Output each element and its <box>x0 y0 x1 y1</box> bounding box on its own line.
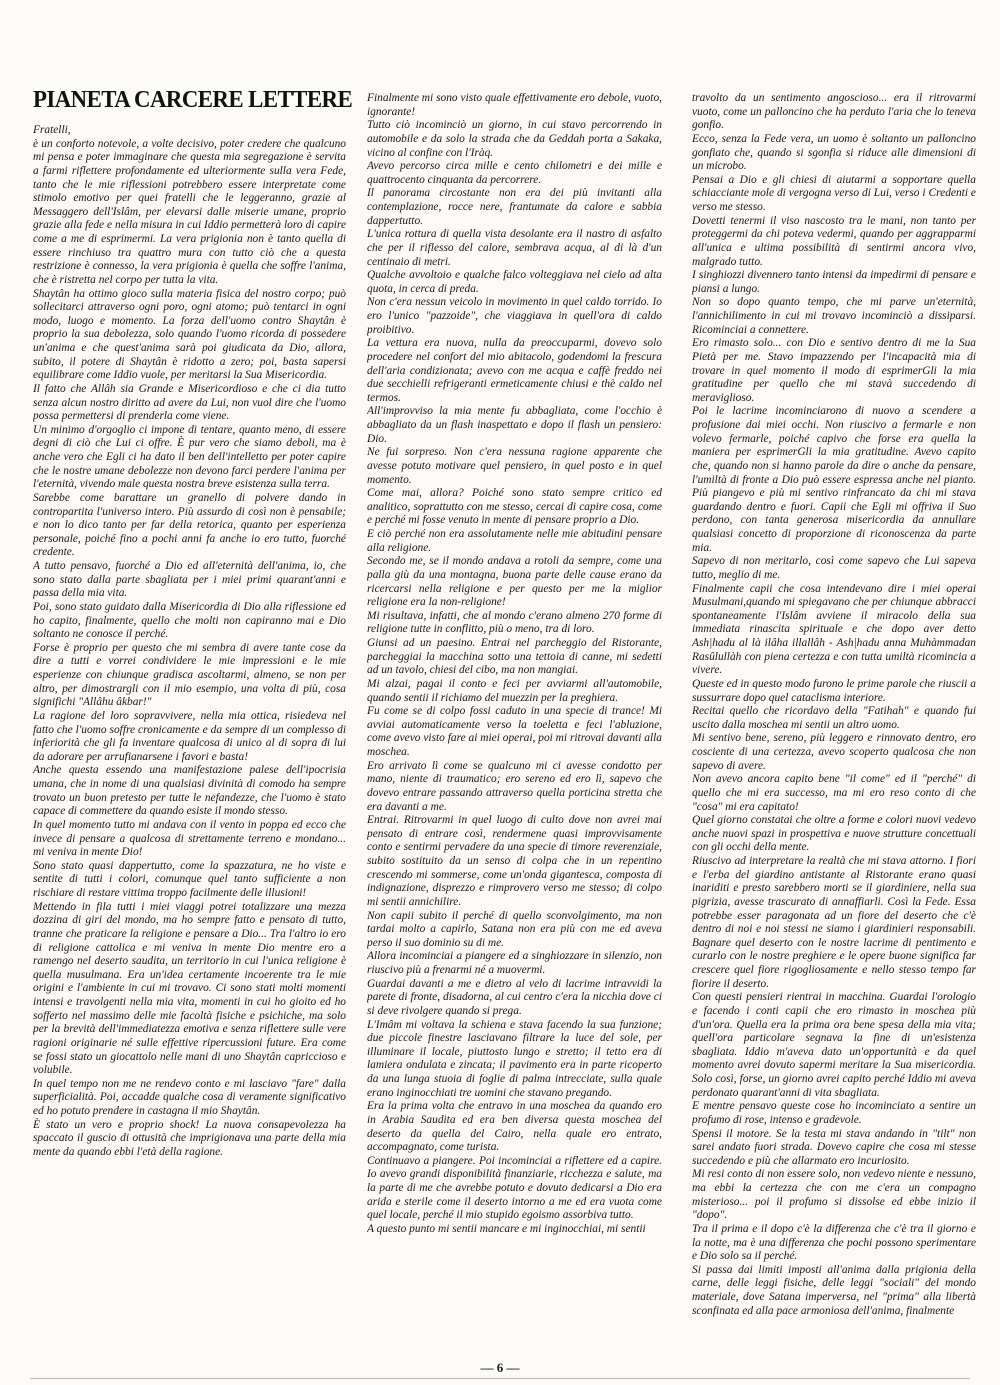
paragraph: Poi, sono stato guidato dalla Misericordia di Dio alla riflessione ed ho capito, finalmente, quello che molti non capiranno mai e Dio soltanto ne conosce il perché. <box>33 600 346 641</box>
paragraph: Tutto ciò incominciò un giorno, in cui stavo percorrendo in automobile e da solo la strada che da Geddah porta a Sakaka, vicino al confine con l'Iràq. <box>367 119 662 159</box>
paragraph: Finalmente capii che cosa intendevano dire i miei operai Musulmani,quando mi spiegavano che per chiunque abbracci spontaneamente l'Islâm avviene il miracolo della sua immediata rinascita spirituale e che dopo aver detto Ash|hadu al là ilâha illallâh - Ash|hadu anna Muhàmmadan Rasûlullàh con piena certezza e con tutta umiltà ricomincia a vivere. <box>692 582 976 677</box>
paragraph: Il panorama circostante non era dei più invitanti alla contemplazione, rocce nere, frantumate da calore e sabbia dappertutto. <box>367 187 662 227</box>
paragraph: Pensai a Dio e gli chiesi di aiutarmi a sopportare quella schiacciante mole di vergogna verso di Lui, verso i Credenti e verso me stesso. <box>692 173 976 213</box>
paragraph: Continuavo a piangere. Poi incominciai a riflettere ed a capire. Io avevo grandi disponibilità finanziarie, ricchezza e salute, ma la parte di me che avrebbe potuto e dovuto dedicarsi a Dio era arida e sterile come il deserto intorno a me ed era vuota come quel locale, perché il mio stupido egoismo assorbiva tutto. <box>367 1154 662 1222</box>
paragraph: Entrai. Ritrovarmi in quel luogo di culto dove non avrei mai pensato di entrare così, rendermene quasi improvvisamente conto e sentirmi pervadere da una specie di timore reverenziale, subito sostituito da un senso di colpa che in un repentino crescendo mi sommerse, come un'onda gigantesca, composta di indignazione, disprezzo e rimprovero verso me stesso; di colpo mi sentii annichilire. <box>367 814 662 908</box>
paragraph: Shaytân ha ottimo gioco sulla materia fisica del nostro corpo; può sollecitarci attraverso ogni poro, ogni atomo; può tentarci in ogni modo, luogo e momento. La forza dell'uomo contro Shaytân è proprio la sua debolezza, solo quando l'uomo ricorda di possedere un'anima e che quest'anima sarà poi giudicata da Dio, allora, subito, il potere di Shaytân è ridotto a zero; poi, basta sapersi equilibrare come Iddio vuole, per meritarsi la Sua Misericordia. <box>33 287 346 382</box>
paragraph: Avevo percorso circa mille e cento chilometri e dei mille e quattrocento cinquanta da percorrere. <box>367 160 662 186</box>
paragraph: Era la prima volta che entravo in una moschea da quando ero in Arabia Saudita ed era ben diversa questa moschea del deserto da quella del Cairo, nella quale ero entrato, accompagnato, come turista. <box>367 1100 662 1154</box>
paragraph: Mi resi conto di non essere solo, non vedevo niente e nessuno, ma ebbi la certezza che con me c'era un compagno misterioso... poi il profumo si dissolse ed ebbe inizio il "dopo". <box>692 1168 976 1222</box>
paragraph: Un minimo d'orgoglio ci impone di tentare, quanto meno, di essere degni di ciò che Lui ci offre. È pur vero che siamo deboli, ma è anche vero che Egli ci ha dato il ben dell'intelletto per poter capire che le nostre umane debolezze non devono farci perdere l'anima per l'eternità, vivendo male questa nostra breve esistenza sulla terra. <box>33 423 346 491</box>
paragraph: Sarebbe come barattare un granello di polvere dando in contropartita l'universo intero. Più assurdo di così non è pensabile; e non lo dico tanto per far della retorica, quanto per esperienza personale, poiché fino a pochi anni fa anche io ero tutto, fuorché credente. <box>33 491 346 559</box>
paragraph: In quel tempo non me ne rendevo conto e mi lasciavo "fare" dalla superficialità. Poi, accadde qualche cosa di veramente significativo ed ho potuto prendere in castagna il mio Shaytân. <box>33 1077 346 1117</box>
paragraph: All'improvviso la mia mente fu abbagliata, come l'occhio è abbagliato da un flash inaspettato e dopo il flash un pensiero: Dio. <box>367 405 662 445</box>
paragraph: Sono stato quasi dappertutto, come la spazzatura, ne ho viste e sentite di tutti i colori, comunque quel tanto sufficiente a non rischiare di restare vittima troppo facilmente delle illusioni! <box>33 859 346 899</box>
paragraph: Recitai quello che ricordavo della "Fatihah" e quando fui uscito dalla moschea mi sentii un altro uomo. <box>692 705 976 731</box>
paragraph: E ciò perché non era assolutamente nelle mie abitudini pensare alla religione. <box>367 528 662 554</box>
paragraph: Tra il prima e il dopo c'è la differenza che c'è tra il giorno e la notte, ma è una differenza che pochi possono sperimentare e Dio solo sa il perché. <box>692 1222 976 1263</box>
paragraph: Guardai davanti a me e dietro al velo di lacrime intravvidi la parete di fronte, disadorna, al cui centro c'era la nicchia dove ci si deve rivolgere quando si prega. <box>367 977 662 1017</box>
paragraph: Il fatto che Allâh sia Grande e Misericordioso e che ci dia tutto senza alcun nostro diritto ad avere da Lui, non vuol dire che l'uomo possa permettersi di prenderla come viene. <box>33 382 346 423</box>
paragraph: Sapevo di non meritarlo, così come sapevo che Lui sapeva tutto, meglio di me. <box>692 555 976 581</box>
paragraph: E mentre pensavo queste cose ho incominciato a sentire un profumo di rose, intenso e gradevole. <box>692 1100 976 1126</box>
paragraph: Non c'era nessun veicolo in movimento in quel caldo torrido. Io ero l'unico "pazzoide", che viaggiava in quell'ora di caldo proibitivo. <box>367 296 662 336</box>
paragraph: Ne fui sorpreso. Non c'era nessuna ragione apparente che avesse potuto motivare quel pensiero, in quel posto e in quel momento. <box>367 446 662 486</box>
paragraph: Fu come se di colpo fossi caduto in una specie di trance! Mi avviai automaticamente verso la toeletta e feci l'abluzione, come avevo visto fare ai miei operai, poi mi ritrovai davanti alla moschea. <box>367 705 662 758</box>
paragraph: Non capii subito il perché di quello sconvolgimento, ma non tardai molto a capirlo, Satana non era più con me ed aveva perso il suo dominio su di me. <box>367 909 662 949</box>
paragraph: L'unica rottura di quella vista desolante era il nastro di asfalto che per il riflesso del calore, sembrava acqua, al di là d'un centinaio di metri. <box>367 228 662 268</box>
paragraph: Mi risultava, infatti, che al mondo c'erano almeno 270 forme di religione tutte in conflitto, più o meno, tra di loro. <box>367 609 662 636</box>
paragraph: Allora incominciai a piangere ed a singhiozzare in silenzio, non riuscivo più a frenarmi né a muovermi. <box>367 950 662 976</box>
paragraph: I singhiozzi divennero tanto intensi da impedirmi di pensare e piansi a lungo. <box>692 269 976 295</box>
paragraph: Come mai, allora? Poiché sono stato sempre critico ed analitico, soprattutto con me stesso, cercai di capire cosa, come e perché mi fosse venuto in mente di pensare proprio a Dio. <box>367 487 662 527</box>
paragraph: Non avevo ancora capito bene "il come" ed il "perché" di quello che mi era successo, ma mi ero reso conto di che "cosa" mi era capitato! <box>692 773 976 813</box>
article-title: PIANETA CARCERE LETTERE <box>33 86 353 113</box>
page-number: — 6 — <box>480 1360 520 1375</box>
paragraph: Riuscivo ad interpretare la realtà che mi stava attorno. I fiori e l'erba del giardino antistante al Ristorante erano quasi inariditi e presto sarebbero morti se il giardiniere, nella sua pigrizia, avesse trascurato di annaffiarli. Così la Fede. Essa potrebbe esser paragonata ad un fiore del deserto che c'è dentro di noi e noi stessi ne siamo i giardinieri responsabili. Bagnare quel deserto con le nostre lacrime di pentimento e curarlo con le nostre preghiere e le opere buone significa far crescere quel fiore rigogliosamente e nello stesso tempo far fiorire il deserto. <box>692 855 976 990</box>
paragraph: Ero arrivato lì come se qualcuno mi ci avesse condotto per mano, niente di traumatico; ero sereno ed ero lì, sapevo che dovevo entrare passando attraverso quella porticina stretta che era davanti a me. <box>367 759 662 813</box>
paragraph: Spensi il motore. Se la testa mi stava andando in "tilt" non sarei andato fuori strada. Dovevo capire che cosa mi stesse succedendo e più che allarmato ero incuriosito. <box>692 1127 976 1167</box>
paragraph: Ecco, senza la Fede vera, un uomo è soltanto un palloncino gonfiato che, quando si sgonfia si riduce alle dimensioni di un microbo. <box>692 132 976 173</box>
text-column-2 <box>367 92 662 1362</box>
bottom-rule <box>30 1378 970 1379</box>
paragraph: Poi le lacrime incominciarono di nuovo a scendere a profusione dai miei occhi. Non riuscivo a fermarle e non volevo fermarle, poiché capivo che forse era quella la maniera per esprimerGli la mia gratitudine. Avevo capito che, quando non si hanno parole da dire o anche da pensare, l'umiltà di fronte a Dio può essere espressa anche nel pianto. Più piangevo e più mi sentivo rinfrancato da chi mi stava guardando dentro e fuori. Capii che Egli mi offriva il Suo perdono, con tanta generosa misericordia da annullare qualsiasi concetto di proporzione di riconoscenza da parte mia. <box>692 405 976 554</box>
paragraph: Mi alzai, pagai il conto e feci per avviarmi all'automobile, quando sentii il richiamo del muezzin per la preghiera. <box>367 677 662 704</box>
paragraph: travolto da un sentimento angoscioso... era il ritrovarmi vuoto, come un palloncino che ha perduto l'aria che lo teneva gonfio. <box>692 92 976 132</box>
paragraph: Forse è proprio per questo che mi sembra di avere tante cose da dire a tutti e vorrei condividere le mie impressioni e le mie esperienze con chiunque gradisca ascoltarmi, almeno, se non per altro, per dimostrargli con il mio esempio, una volta di più, cosa significhi "Allâhu âkbar!" <box>33 641 346 709</box>
text-column-1 <box>33 124 346 1342</box>
paragraph: Finalmente mi sono visto quale effettivamente ero debole, vuoto, ignorante! <box>367 92 662 118</box>
paragraph: Dovetti tenermi il viso nascosto tra le mani, non tanto per proteggermi da chi poteva vedermi, quando per aggrapparmi all'unica e ultima possibilità di sentirmi ancora vivo, malgrado tutto. <box>692 214 976 268</box>
paragraph: L'Imâm mi voltava la schiena e stava facendo la sua funzione; due piccole finestre lasciavano filtrare la luce del sole, per illuminare il locale, piuttosto lungo e stretto; il tetto era di lamiera ondulata e zincata; il pavimento era in parte ricoperto da una lunga stuoia di foglie di palma intrecciate, sulla quale erano inginocchiati tre uomini che stavano pregando. <box>367 1018 662 1099</box>
paragraph: È stato un vero e proprio shock! La nuova consapevolezza ha spaccato il guscio di ottusità che imprigionava una parte della mia mente da quando ebbi l'età della ragione. <box>33 1118 346 1158</box>
paragraph: Queste ed in questo modo furono le prime parole che riuscii a sussurrare dopo quel cataclisma interiore. <box>692 677 976 704</box>
paragraph: Si passa dai limiti imposti all'anima dalla prigionia della carne, delle leggi fisiche, delle leggi "sociali" del mondo materiale, dove Satana imperversa, nel "prima" alla libertà sconfinata ed alla pace armoniosa dell'anima, finalmente <box>692 1263 976 1317</box>
paragraph: Con questi pensieri rientrai in macchina. Guardai l'orologio e facendo i conti capii che ero rimasto in moschea più d'un'ora. Quella era la prima ora bene spesa della mia vita; quell'ora particolare segnava la fine di un'esistenza sbagliata. Iddio m'aveva dato un'opportunità e da quel momento avrei dovuto sapermi meritare la Sua misericordia. Solo così, forse, un giorno avrei capito perché Iddio mi aveva perdonato quarant'anni di vita sbagliata. <box>692 991 976 1099</box>
paragraph: Anche questa essendo una manifestazione palese dell'ipocrisia umana, che in nome di una qualsiasi divinità di comodo ha sempre trovato un buon pretesto per tutte le nefandezze, che l'uomo è stato capace di commettere da quando esiste il mondo stesso. <box>33 764 346 818</box>
paragraph: La ragione del loro sopravvivere, nella mia ottica, risiedeva nel fatto che l'uomo soffre cronicamente e da sempre di un complesso di inferiorità che gli fa inventare qualcosa di unico al di sopra di lui da adorare per arrufianarsene i favori e basta! <box>33 709 346 763</box>
paragraph: Quel giorno constatai che oltre a forme e colori nuovi vedevo anche nuovi spazi in prospettiva e nuove strutture concettuali con gli occhi della mente. <box>692 814 976 854</box>
paragraph: Mettendo in fila tutti i miei viaggi potrei totalizzare una mezza dozzina di giri del mondo, ma ho sempre fatto e pensato di tutto, tranne che praticare la religione e pensare a Dio... Tra l'altro io ero di religione cattolica e mi veniva in mente Dio mentre ero a ramengo nel deserto saudita, un territorio in cui l'unica religione è quella musulmana. Era un'idea certamente incoerente tra le mie origini e l'ambiente in cui mi trovavo. Ci sono stati molti momenti intensi e travolgenti nella mia vita, momenti in cui ho gioito ed ho sofferto nel massimo delle mie facoltà fisiche e psichiche, ma solo per la brevità dell'immediatezza emotiva e senza riflettere sulle vere ragioni originarie né sulle effettive ripercussioni future. Era come se fossi stato un giocattolo nelle mani di uno Shaytân capriccioso e volubile. <box>33 900 346 1077</box>
paragraph: Fratelli, <box>33 124 71 136</box>
paragraph: Secondo me, se il mondo andava a rotoli da sempre, come una palla giù da una montagna, buona parte delle cause erano da ricercarsi nella religione e per questo per me la miglior religione era la non-religione! <box>367 555 662 609</box>
paragraph: Qualche avvoltoio e qualche falco volteggiava nel cielo ad alta quota, in cerca di preda. <box>367 269 662 295</box>
paragraph: La vettura era nuova, nulla da preoccuparmi, dovevo solo procedere nel confort del mio abitacolo, godendomi la frescura dell'aria condizionata; avevo con me acqua e caffè freddo nei due secchielli refrigeranti ermeticamente chiusi e thè caldo nel termos. <box>367 337 662 404</box>
paragraph: A questo punto mi sentii mancare e mi inginocchiai, mi sentii <box>367 1222 646 1235</box>
paragraph: In quel momento tutto mi andava con il vento in poppa ed ecco che invece di pensare a qualcosa di strettamente terreno e mondano... mi veniva in mente Dio! <box>33 818 346 859</box>
paragraph: A tutto pensavo, fuorché a Dio ed all'eternità dell'anima, io, che sono stato dalla parte sbagliata per i miei primi quarant'anni e passa della mia vita. <box>33 560 346 600</box>
paragraph: Non so dopo quanto tempo, che mi parve un'eternità, l'annichilimento in cui mi trovavo incominciò a dissiparsi. Ricominciai a connettere. <box>692 296 976 336</box>
paragraph: è un conforto notevole, a volte decisivo, poter credere che qualcuno mi pensa e poter immaginare che questa mia segregazione è servita a farmi riflettere profondamente ed ulteriormente sulla vera Fede, tanto che le mie riflessioni potrebbero essere interpretate come stimolo emotivo per quei fratelli che le leggeranno, grazie al Messaggero dell'Islâm, per elevarsi dalle miserie umane, proprio grazie alla fede e nella misura in cui Iddio permetterà loro di capire come a me di esprimermi. La vera prigionia non è tanto quella di essere rinchiuso tra quattro mura con tutto ciò che a questa restrizione è connesso, la vera prigionia è quella che soffre l'anima, che è ristretta nel corpo per tutta la vita. <box>33 137 346 286</box>
paragraph: Ero rimasto solo... con Dio e sentivo dentro di me la Sua Pietà per me. Stavo impazzendo per l'incapacità mia di trovare in quel momento il modo di esprimerGli la mia gratitudine per quello che mi stavà succedendo di meraviglioso. <box>692 337 976 404</box>
text-column-3 <box>692 92 976 1362</box>
paragraph: Mi sentivo bene, sereno, più leggero e rinnovato dentro, ero cosciente di una certezza, avevo scoperto qualcosa che non sapevo di avere. <box>692 732 976 772</box>
paragraph: Giunsi ad un paesino. Entrai nel parcheggio del Ristorante, parcheggiai la macchina sotto una tettoia di canne, mi sedetti ad un tavolo, chiesi del cibo, ma non mangiai. <box>367 637 662 677</box>
